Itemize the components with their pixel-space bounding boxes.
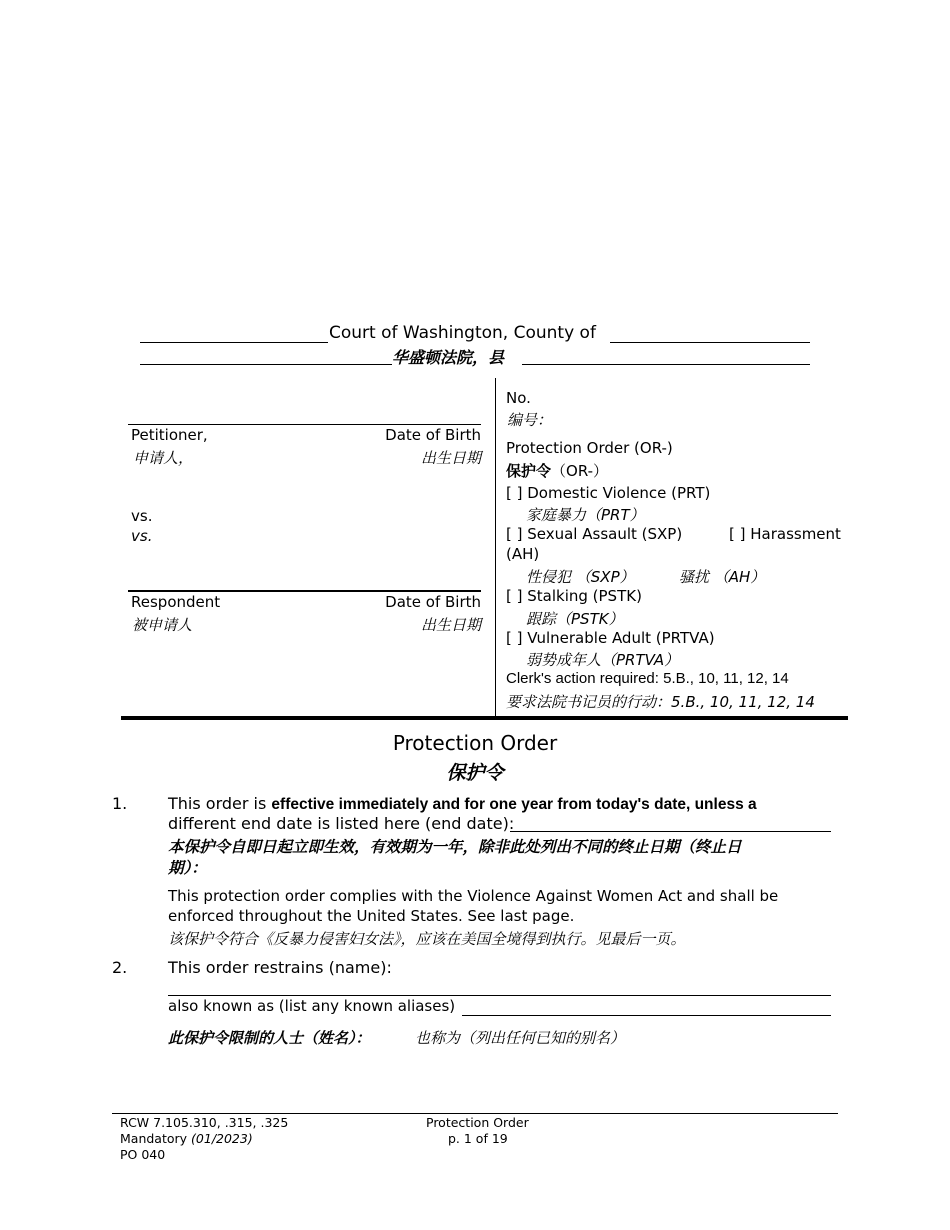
footer-date: (01/2023)	[191, 1131, 253, 1146]
checkbox-stalking[interactable]: [ ] Stalking (PSTK)	[506, 587, 642, 605]
clerk-action-text-zh: 要求法院书记员的行动：5.B., 10, 11, 12, 14	[506, 693, 815, 711]
section-1-zh-line-2: 期）：	[168, 859, 207, 877]
clerk-action-text: Clerk's action required: 5.B., 10, 11, 12, 14	[506, 670, 789, 687]
vs-label: vs.	[131, 507, 153, 525]
vawa-zh: 该保护令符合《反暴力侵害妇女法》，应该在美国全境得到执行。见最后一页。	[168, 930, 686, 948]
case-number-label: No.	[506, 389, 531, 407]
petitioner-name-line[interactable]	[128, 424, 481, 425]
county-blank-left-zh[interactable]	[140, 364, 392, 365]
case-number-label-zh: 编号：	[507, 411, 553, 429]
caption-bottom-rule	[121, 716, 848, 720]
section-1-line-2: different end date is listed here (end date):	[168, 814, 515, 833]
petitioner-label-zh: 申请人，	[133, 449, 194, 467]
order-type-zh-text: 保护令	[506, 462, 552, 480]
respondent-label-zh: 被申请人	[132, 616, 193, 634]
respondent-label: Respondent	[131, 593, 221, 611]
domestic-violence-zh: 家庭暴力（PRT）	[526, 506, 645, 524]
footer-doc-title: Protection Order	[426, 1115, 529, 1130]
sexual-assault-zh: 性侵犯 （SXP）	[526, 568, 635, 586]
order-type-label-zh	[506, 460, 608, 481]
section-1-number: 1.	[112, 794, 128, 813]
section-1-bold: effective immediately and for one year from today's date, unless a	[271, 796, 757, 813]
court-title-en: Court of Washington, County of	[329, 323, 596, 343]
page-title: Protection Order	[392, 731, 558, 755]
respondent-dob-label-zh: 出生日期	[420, 616, 481, 634]
footer-mandatory-label: Mandatory	[120, 1131, 192, 1146]
county-blank-right-zh[interactable]	[522, 364, 810, 365]
aka-label-zh: 也称为（列出任何已知的别名）	[415, 1029, 626, 1047]
restrained-name-field[interactable]	[168, 995, 831, 996]
section-1-line-1	[168, 794, 757, 814]
order-type-label: Protection Order (OR-)	[506, 439, 673, 457]
order-type-zh-code: （OR-）	[551, 462, 609, 480]
restrains-label-zh: 此保护令限制的人士（姓名）：	[168, 1029, 371, 1047]
footer-rule	[112, 1113, 838, 1114]
vawa-en-line-2: enforced throughout the United States. See last page.	[168, 907, 575, 925]
footer-page-number: p. 1 of 19	[448, 1131, 508, 1146]
harassment-code: (AH)	[506, 545, 540, 563]
petitioner-label: Petitioner,	[131, 426, 208, 444]
checkbox-sexual-assault[interactable]: [ ] Sexual Assault (SXP)	[506, 525, 683, 543]
checkbox-domestic-violence[interactable]: [ ] Domestic Violence (PRT)	[506, 484, 711, 502]
vs-label-zh: vs.	[131, 527, 153, 545]
checkbox-harassment[interactable]: [ ] Harassment	[729, 525, 841, 543]
petitioner-dob-label-zh: 出生日期	[420, 449, 481, 467]
restrains-label: This order restrains (name):	[168, 958, 392, 977]
respondent-name-line[interactable]	[128, 590, 481, 592]
footer-form-number: PO 040	[120, 1147, 166, 1162]
section-1-lead: This order is	[168, 794, 272, 813]
vulnerable-adult-zh: 弱势成年人（PRTVA）	[526, 651, 680, 669]
harassment-zh: 骚扰 （AH）	[679, 568, 766, 586]
section-2-number: 2.	[112, 958, 128, 977]
respondent-dob-label: Date of Birth	[385, 593, 481, 611]
stalking-zh: 跟踪（PSTK）	[526, 610, 624, 628]
petitioner-dob-label: Date of Birth	[385, 426, 481, 444]
section-1-zh-line-1: 本保护令自即日起立即生效，有效期为一年，除非此处列出不同的终止日期（终止日	[168, 838, 742, 856]
county-blank-right[interactable]	[610, 342, 810, 343]
footer-mandatory	[120, 1131, 253, 1146]
caption-divider	[495, 378, 496, 717]
vawa-en-line-1: This protection order complies with the Violence Against Women Act and shall be	[168, 887, 779, 905]
aka-field[interactable]	[462, 1015, 831, 1016]
checkbox-vulnerable-adult[interactable]: [ ] Vulnerable Adult (PRTVA)	[506, 629, 715, 647]
aka-label: also known as (list any known aliases)	[168, 997, 456, 1015]
footer-rcw: RCW 7.105.310, .315, .325	[120, 1115, 289, 1130]
county-blank-left[interactable]	[140, 342, 328, 343]
page-title-zh: 保护令	[446, 762, 504, 784]
court-title-zh: 华盛顿法院，县	[392, 348, 505, 367]
end-date-field[interactable]	[510, 831, 831, 832]
